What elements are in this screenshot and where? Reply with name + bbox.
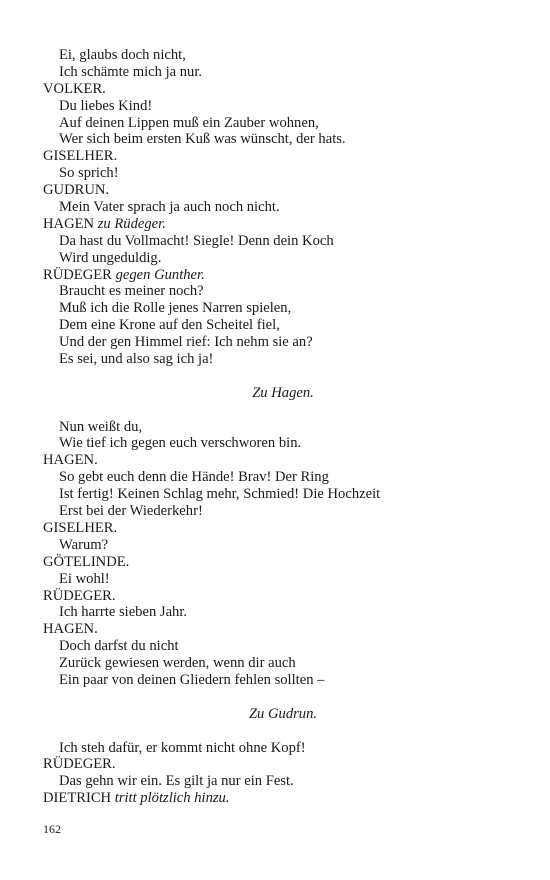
verse-line: Ich steh dafür, er kommt nicht ohne Kopf! bbox=[59, 739, 306, 756]
speaker-name: GISELHER. bbox=[43, 148, 118, 165]
speaker-name: HAGEN bbox=[43, 215, 95, 232]
speaker-name: HAGEN. bbox=[43, 621, 98, 638]
verse-line: Nun weißt du, bbox=[59, 418, 143, 435]
verse-line: Wird ungeduldig. bbox=[59, 249, 162, 266]
verse-line: Warum? bbox=[59, 536, 109, 553]
speaker-name: HAGEN. bbox=[43, 452, 98, 469]
verse-line: Erst bei der Wiederkehr! bbox=[59, 503, 203, 520]
page-number: 162 bbox=[43, 822, 61, 836]
verse-line: Doch darfst du nicht bbox=[59, 638, 179, 655]
verse-line: Wie tief ich gegen euch verschworen bin. bbox=[59, 435, 302, 452]
speaker-line bbox=[43, 267, 513, 284]
speaker-name: VOLKER. bbox=[43, 80, 106, 97]
speaker-line bbox=[43, 81, 513, 98]
speaker-line bbox=[43, 554, 513, 571]
speaker-name: RÜDEGER. bbox=[43, 587, 116, 604]
verse-line: Ich schämte mich ja nur. bbox=[59, 63, 203, 80]
verse-line: Dem eine Krone auf den Scheitel fiel, bbox=[59, 317, 280, 334]
speaker-direction: gegen Gunther. bbox=[115, 266, 205, 283]
verse-line: So sprich! bbox=[59, 165, 119, 182]
verse-line: Zurück gewiesen werden, wenn dir auch bbox=[59, 655, 296, 672]
blank-line bbox=[43, 368, 513, 385]
stage-direction: Zu Hagen. bbox=[252, 384, 314, 401]
blank-line bbox=[43, 689, 513, 706]
verse-line: Ich harrte sieben Jahr. bbox=[59, 604, 188, 621]
verse-line: Wer sich beim ersten Kuß was wünscht, der hats. bbox=[59, 131, 346, 148]
speaker-name: RÜDEGER. bbox=[43, 756, 116, 773]
speaker-name: DIETRICH bbox=[43, 790, 112, 807]
verse-line: Und der gen Himmel rief: Ich nehm sie an? bbox=[59, 334, 313, 351]
speaker-line bbox=[43, 790, 513, 807]
verse-line: Braucht es meiner noch? bbox=[59, 283, 204, 300]
verse-line: Da hast du Vollmacht! Siegle! Denn dein Koch bbox=[59, 232, 334, 249]
stage-direction: Zu Gudrun. bbox=[248, 705, 318, 722]
speaker-line bbox=[43, 148, 513, 165]
speaker-direction: zu Rüdeger. bbox=[97, 215, 166, 232]
speaker-line bbox=[43, 520, 513, 537]
verse-line: Ein paar von deinen Gliedern fehlen sollten – bbox=[59, 671, 325, 688]
play-text bbox=[43, 47, 513, 807]
blank-line bbox=[43, 402, 513, 419]
speaker-line bbox=[43, 756, 513, 773]
speaker-name: GUDRUN. bbox=[43, 182, 110, 199]
verse-line: So gebt euch denn die Hände! Brav! Der Ring bbox=[59, 469, 329, 486]
verse-line: Auf deinen Lippen muß ein Zauber wohnen, bbox=[59, 114, 319, 131]
speaker-name: RÜDEGER bbox=[43, 266, 112, 283]
verse-line: Das gehn wir ein. Es gilt ja nur ein Fest. bbox=[59, 773, 294, 790]
speaker-direction: tritt plötzlich hinzu. bbox=[114, 790, 230, 807]
speaker-line bbox=[43, 182, 513, 199]
blank-line bbox=[43, 723, 513, 740]
verse-line: Es sei, und also sag ich ja! bbox=[59, 351, 214, 368]
speaker-name: GISELHER. bbox=[43, 519, 118, 536]
verse-line: Mein Vater sprach ja auch noch nicht. bbox=[59, 199, 280, 216]
verse-line: Ist fertig! Keinen Schlag mehr, Schmied! Die Hochzeit bbox=[59, 486, 381, 503]
speaker-line bbox=[43, 216, 513, 233]
verse-line: Muß ich die Rolle jenes Narren spielen, bbox=[59, 300, 292, 317]
speaker-line bbox=[43, 452, 513, 469]
speaker-line bbox=[43, 588, 513, 605]
verse-line: Du liebes Kind! bbox=[59, 97, 153, 114]
verse-line: Ei wohl! bbox=[59, 570, 110, 587]
speaker-name: GÖTELINDE. bbox=[43, 553, 130, 570]
verse-line: Ei, glaubs doch nicht, bbox=[59, 47, 186, 63]
speaker-line bbox=[43, 621, 513, 638]
